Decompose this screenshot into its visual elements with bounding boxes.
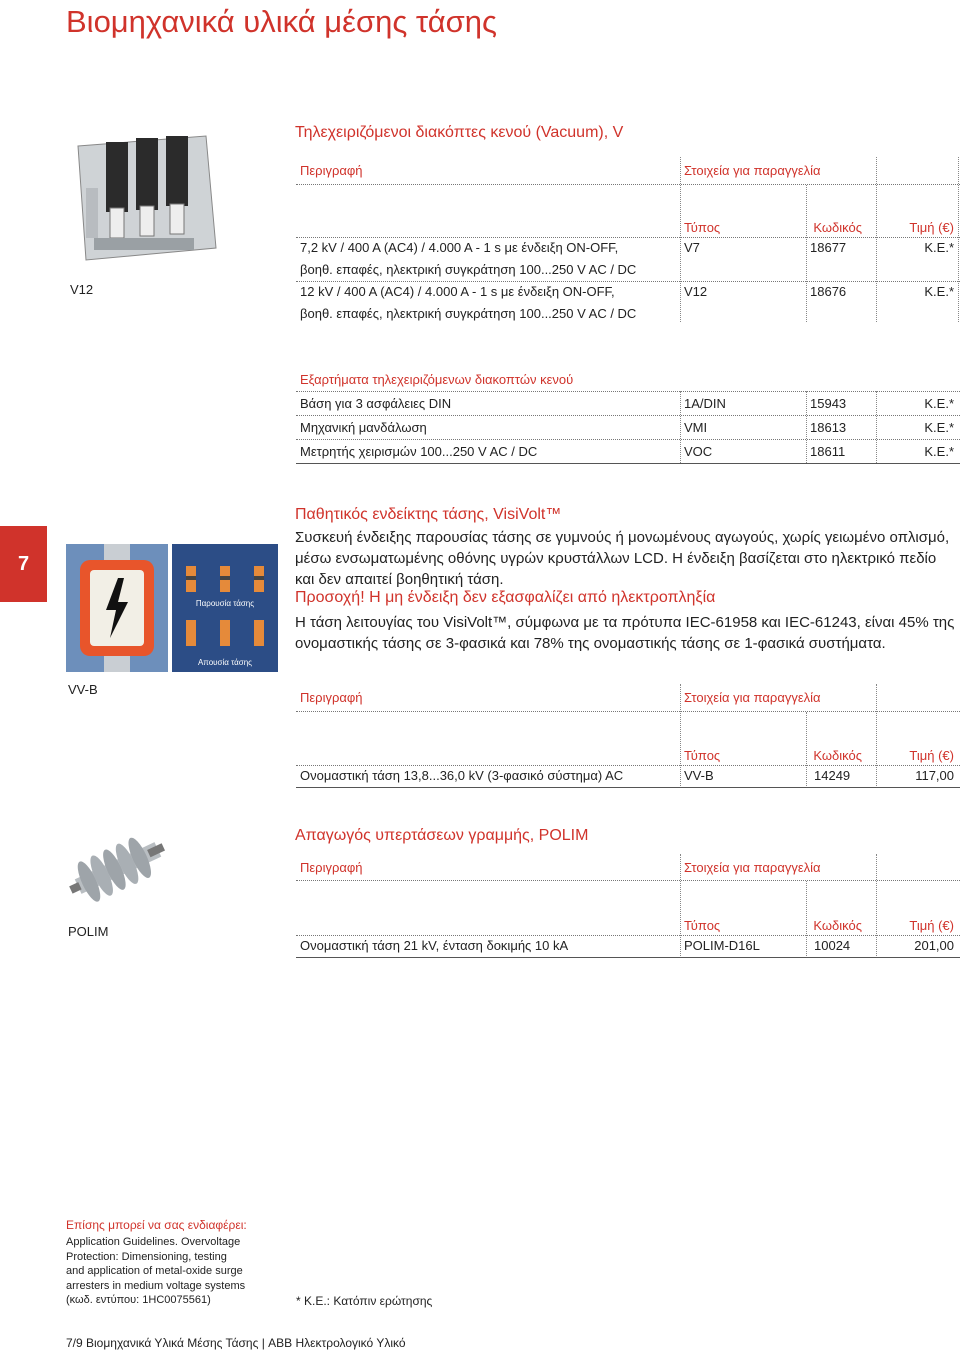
vacuum-description-header: Περιγραφή [300,163,363,178]
visivolt-row-type: VV-B [684,768,714,783]
accessory-row1-desc: Βάση για 3 ασφάλειες DIN [300,396,452,411]
vacuum-type-header: Τύπος [684,220,721,235]
accessory-row3-price: Κ.Ε.* [924,444,954,459]
vacuum-row2-desc1: 12 kV / 400 A (AC4) / 4.000 A - 1 s με ένδειξη ON-OFF, [300,284,615,299]
visivolt-description-header: Περιγραφή [300,690,363,705]
accessory-row1-type: 1A/DIN [684,396,726,411]
accessory-row3-code: 18611 [810,444,846,459]
vacuum-row1-type: V7 [684,240,700,255]
polim-arrester-photo [66,818,170,916]
vacuum-row2-code: 18676 [810,284,847,299]
vacuum-row1-price: Κ.Ε.* [924,240,954,255]
polim-row-price: 201,00 [914,938,954,953]
visivolt-description: Συσκευή ένδειξης παρουσίας τάσης σε γυμνούς ή μονωμένους αγωγούς, χωρίς γειωμένο οπλισμό, μέσω ενσωματωμένης οθόνης υγρών κρυστάλλων LCD. Η ένδειξη βασίζεται στο ηλεκτρικό πεδίο και δεν απαιτεί βοηθητική τάση. [295,529,950,588]
accessory-row2-desc: Μηχανική μανδάλωση [300,420,427,435]
accessory-row2-code: 18613 [810,420,847,435]
price-note: * Κ.Ε.: Κατόπιν ερώτησης [296,1294,433,1308]
polim-order-header: Στοιχεία για παραγγελία [684,860,821,875]
polim-code-header: Κωδικός [813,918,862,933]
vacuum-row2-desc2: βοηθ. επαφές, ηλεκτρική συγκράτηση 100...250 V AC / DC [300,306,637,321]
accessory-row2-type: VMI [684,420,708,435]
visivolt-order-header: Στοιχεία για παραγγελία [684,690,821,705]
visivolt-photo [66,544,168,672]
visivolt-code-header: Κωδικός [813,748,862,763]
vacuum-code-header: Κωδικός [813,220,862,235]
page-footer: 7/9 Βιομηχανικά Υλικά Μέσης Τάσης | ABB Ηλεκτρολογικό Υλικό [66,1336,406,1350]
visivolt-row-code: 14249 [814,768,851,783]
polim-row-desc: Ονομαστική τάση 21 kV, ένταση δοκιμής 10 kA [300,938,569,953]
vacuum-row1-desc2: βοηθ. επαφές, ηλεκτρική συγκράτηση 100...250 V AC / DC [300,262,637,277]
page-title: Βιομηχανικά υλικά μέσης τάσης [66,4,497,39]
vacuum-price-header: Τιμή (€) [909,220,954,235]
related-title: Επίσης μπορεί να σας ενδιαφέρει: [66,1218,247,1232]
accessories-title: Εξαρτήματα τηλεχειριζόμενων διακοπτών κενού [300,372,574,387]
polim-description-header: Περιγραφή [300,860,363,875]
accessory-row3-type: VOC [684,444,713,459]
polim-price-header: Τιμή (€) [909,918,954,933]
related-publication [66,1235,245,1308]
visivolt-price-header: Τιμή (€) [909,748,954,763]
accessory-row2-price: Κ.Ε.* [924,420,954,435]
visivolt-warning: Προσοχή! Η μη ένδειξη δεν εξασφαλίζει από ηλεκτροπληξία [295,589,716,606]
related-line: Protection: Dimensioning, testing [66,1250,227,1263]
absence-label: Απουσία τάσης [197,658,253,667]
accessory-row1-price: Κ.Ε.* [924,396,954,411]
vacuum-switch-photo [66,128,226,270]
related-line: (κωδ. εντύπου: 1HC0075561) [66,1294,211,1306]
visivolt-row-desc: Ονομαστική τάση 13,8...36,0 kV (3-φασικό σύστημα) AC [300,768,624,783]
visivolt-row-price: 117,00 [915,768,954,783]
vacuum-section-title: Τηλεχειριζόμενοι διακόπτες κενού (Vacuum), V [295,124,624,141]
accessory-row1-code: 15943 [810,396,847,411]
vacuum-order-header: Στοιχεία για παραγγελία [684,163,821,178]
related-line: Application Guidelines. Overvoltage [66,1236,241,1248]
vacuum-image-label: V12 [70,282,94,297]
related-line: arresters in medium voltage systems [66,1279,246,1292]
visivolt-operating-note: Η τάση λειτουγίας του VisiVolt™, σύμφωνα με τα πρότυπα IEC-61958 και IEC-61243, είναι 45% της ονομαστικής τάσης σε 3-φασικά και 78% της ονομαστικής τάσης σε 1-φασικά συστήματα. [295,614,955,652]
polim-image-label: POLIM [68,924,109,939]
presence-label: Παρουσία τάσης [195,599,255,608]
polim-type-header: Τύπος [684,918,721,933]
vacuum-row2-type: V12 [684,284,708,299]
polim-row-code: 10024 [814,938,851,953]
vacuum-row2-price: Κ.Ε.* [924,284,954,299]
related-line: and application of metal-oxide surge [66,1265,243,1277]
polim-row-type: POLIM-D16L [684,938,760,953]
vacuum-row1-desc1: 7,2 kV / 400 A (AC4) / 4.000 A - 1 s με ένδειξη ON-OFF, [300,240,619,255]
visivolt-indicator-photo [172,544,278,672]
visivolt-image-label: VV-B [68,682,98,697]
vacuum-row1-code: 18677 [810,240,847,255]
chapter-tab: 7 [0,526,47,602]
accessory-row3-desc: Μετρητής χειρισμών 100...250 V AC / DC [300,444,538,459]
visivolt-type-header: Τύπος [684,748,721,763]
visivolt-title: Παθητικός ενδείκτης τάσης, VisiVolt™ [295,506,562,523]
polim-title: Απαγωγός υπερτάσεων γραμμής, POLIM [295,827,589,844]
